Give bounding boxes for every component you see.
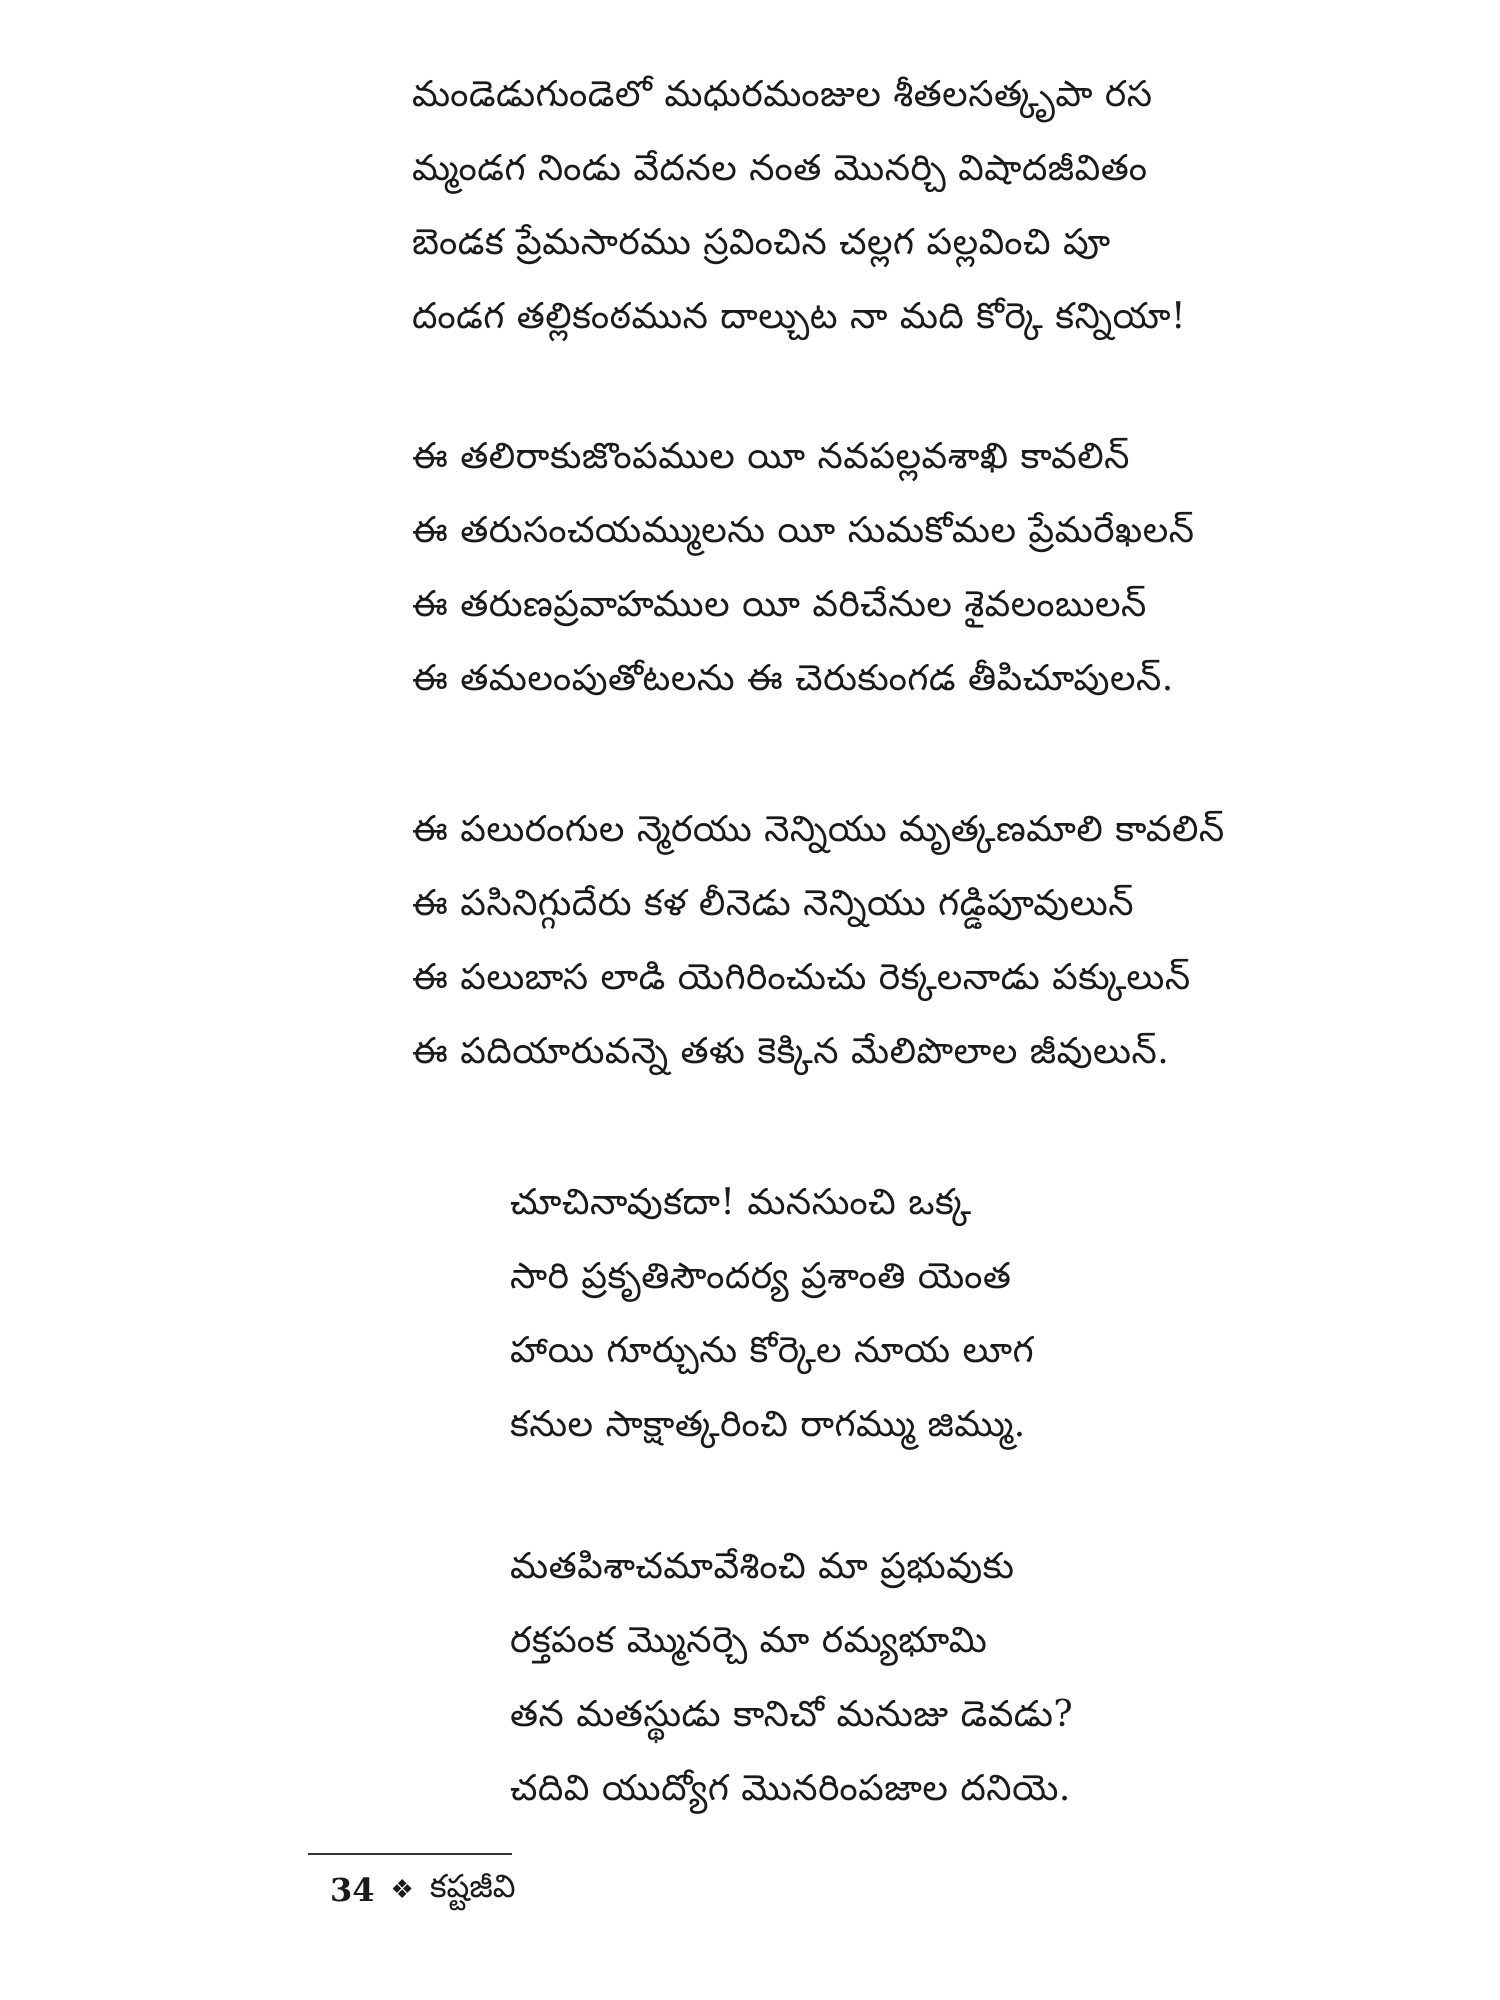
poem-line: తన మతస్థుడు కానిచో మనుజు డెవడు? [510, 1694, 1074, 1735]
stanza-4 [510, 1166, 1410, 1462]
poem-line: ఈ పదియారువన్నె తళు కెక్కిన మేలిపొలాల జీవులున్. [412, 1031, 1170, 1072]
poem-line: దండగ తల్లికంఠమున దాల్చుట నా మది కోర్కె కన్నియా! [412, 296, 1186, 337]
stanza-5 [510, 1530, 1410, 1826]
poem-line: చదివి యుద్యోగ మొనరింపజాల దనియె. [510, 1768, 1071, 1809]
poem-line: కనుల సాక్షాత్కరించి రాగమ్ము జిమ్ము. [510, 1404, 1026, 1445]
poem-line: ఈ పలుబాస లాడి యెగిరించుచు రెక్కలనాడు పక్కులున్ [412, 957, 1191, 998]
poem-line: ఈ తరుణప్రవాహముల యీ వరిచేనుల శైవలంబులన్ [412, 584, 1147, 625]
poem-line: సారి ప్రకృతిసౌందర్య ప్రశాంతి యెంత [510, 1256, 1012, 1297]
poem-line: ఈ తరుసంచయమ్ములను యీ సుమకోమల ప్రేమరేఖలన్ [412, 510, 1195, 551]
book-title: కష్టజీవి [429, 1867, 516, 1905]
poem-line: బెండక ప్రేమసారము స్రవించిన చల్లగ పల్లవించి పూ [412, 222, 1111, 263]
stanza-3 [412, 793, 1412, 1089]
poem-line: ఈ తమలంపుతోటలను ఈ చెరుకుంగడ తీపిచూపులన్. [412, 658, 1174, 699]
poem-line: ఈ తలిరాకుజొంపముల యీ నవపల్లవశాఖి కావలిన్ [412, 436, 1130, 477]
stanza-1 [412, 58, 1412, 354]
footer-divider [308, 1853, 512, 1855]
stanza-2 [412, 420, 1412, 716]
poem-line: మండెడుగుండెలో మధురమంజుల శీతలసత్కృపా రస [412, 74, 1153, 115]
page-number: 34 [330, 1871, 375, 1909]
poem-line: మతపిశాచమావేశించి మా ప్రభువుకు [510, 1546, 1015, 1587]
poem-line: మ్మండగ నిండు వేదనల నంత మొనర్చి విషాదజీవితం [412, 148, 1148, 189]
poem-line: రక్తపంక మ్మొనర్చె మా రమ్యభూమి [510, 1620, 988, 1661]
poem-line: హాయి గూర్చును కోర్కెల నూయ లూగ [510, 1330, 1035, 1371]
poem-line: ఈ పలురంగుల న్మెరయు నెన్నియు మృత్కణమాలి కావలిన్ [412, 809, 1225, 850]
poem-line: ఈ పసినిగ్గుదేరు కళ లీనెడు నెన్నియు గడ్డిపూవులున్ [412, 883, 1134, 924]
diamond-icon: ❖ [390, 1875, 414, 1905]
page-footer [330, 1865, 516, 1915]
poem-line: చూచినావుకదా! మనసుంచి ఒక్క [510, 1182, 972, 1223]
